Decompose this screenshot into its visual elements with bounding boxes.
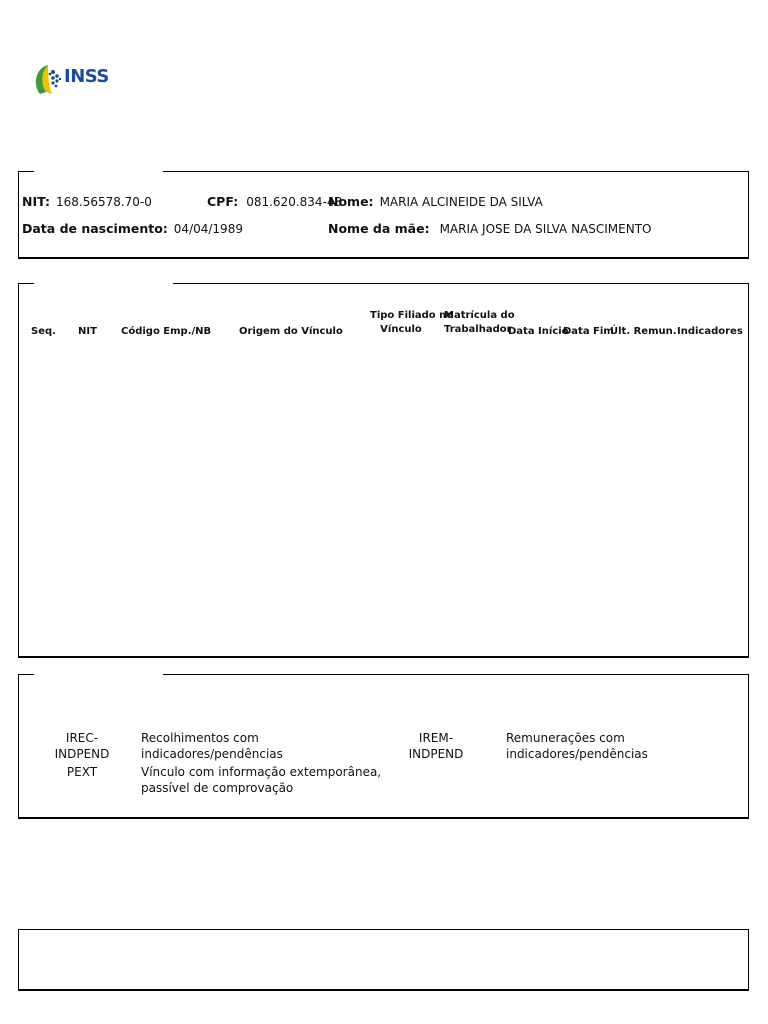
section-frame: [18, 171, 749, 259]
header-ult-remun: Últ. Remun.: [610, 326, 677, 337]
nit-field: [22, 194, 152, 209]
birthdate-value: 04/04/1989: [173, 222, 243, 236]
inss-logo: [34, 60, 108, 100]
legend-section: [18, 674, 749, 819]
header-seq: Seq.: [31, 326, 56, 337]
nome-field: [328, 194, 543, 209]
header-matricula: [444, 309, 515, 337]
header-tipo-filiado: [370, 309, 454, 337]
cpf-field: [207, 194, 342, 209]
legend-code-irem: IREM-INDPEND: [408, 731, 464, 761]
nome-label: Nome:: [328, 194, 374, 209]
cpf-value: 081.620.834-48: [246, 195, 343, 209]
legend-code-irec: IREC-INDPEND: [54, 731, 110, 761]
bottom-section: [18, 929, 749, 991]
mother-name-field: [328, 221, 652, 236]
header-origem-vinculo: Origem do Vínculo: [239, 326, 343, 337]
header-data-fim: Data Fim: [563, 326, 614, 337]
nit-value: 168.56578.70-0: [55, 195, 152, 209]
legend-code-pext: PEXT: [66, 765, 98, 779]
header-data-inicio: Data Início: [508, 326, 569, 337]
legend-desc-irec: Recolhimentos com indicadores/pendências: [141, 731, 283, 761]
birthdate-field: [22, 221, 243, 236]
logo-wordmark: INSS: [64, 66, 109, 87]
section-frame: [18, 283, 749, 658]
personal-data-section: [18, 171, 749, 259]
header-nit: NIT: [78, 326, 97, 337]
cpf-label: CPF:: [207, 194, 239, 209]
mother-name-value: MARIA JOSE DA SILVA NASCIMENTO: [439, 222, 652, 236]
vinculos-section: [18, 283, 749, 658]
birthdate-label: Data de nascimento:: [22, 221, 168, 236]
mother-name-label: Nome da mãe:: [328, 221, 430, 236]
nit-label: NIT:: [22, 194, 50, 209]
legend-desc-pext: Vínculo com informação extemporânea, passível de comprovação: [141, 765, 382, 795]
legend-desc-irem: Remunerações com indicadores/pendências: [506, 731, 648, 761]
inss-logo-icon: [34, 60, 64, 100]
header-matricula-line1: Matrícula do: [444, 310, 515, 321]
header-matricula-line2: Trabalhador: [444, 324, 512, 335]
header-codigo-emp: Código Emp./NB: [121, 326, 212, 337]
header-tipo-line1: Tipo Filiado no: [370, 310, 454, 321]
header-tipo-line2: Vínculo: [380, 324, 422, 335]
nome-value: MARIA ALCINEIDE DA SILVA: [379, 195, 543, 209]
section-frame: [18, 929, 749, 991]
header-indicadores: Indicadores: [677, 326, 743, 337]
